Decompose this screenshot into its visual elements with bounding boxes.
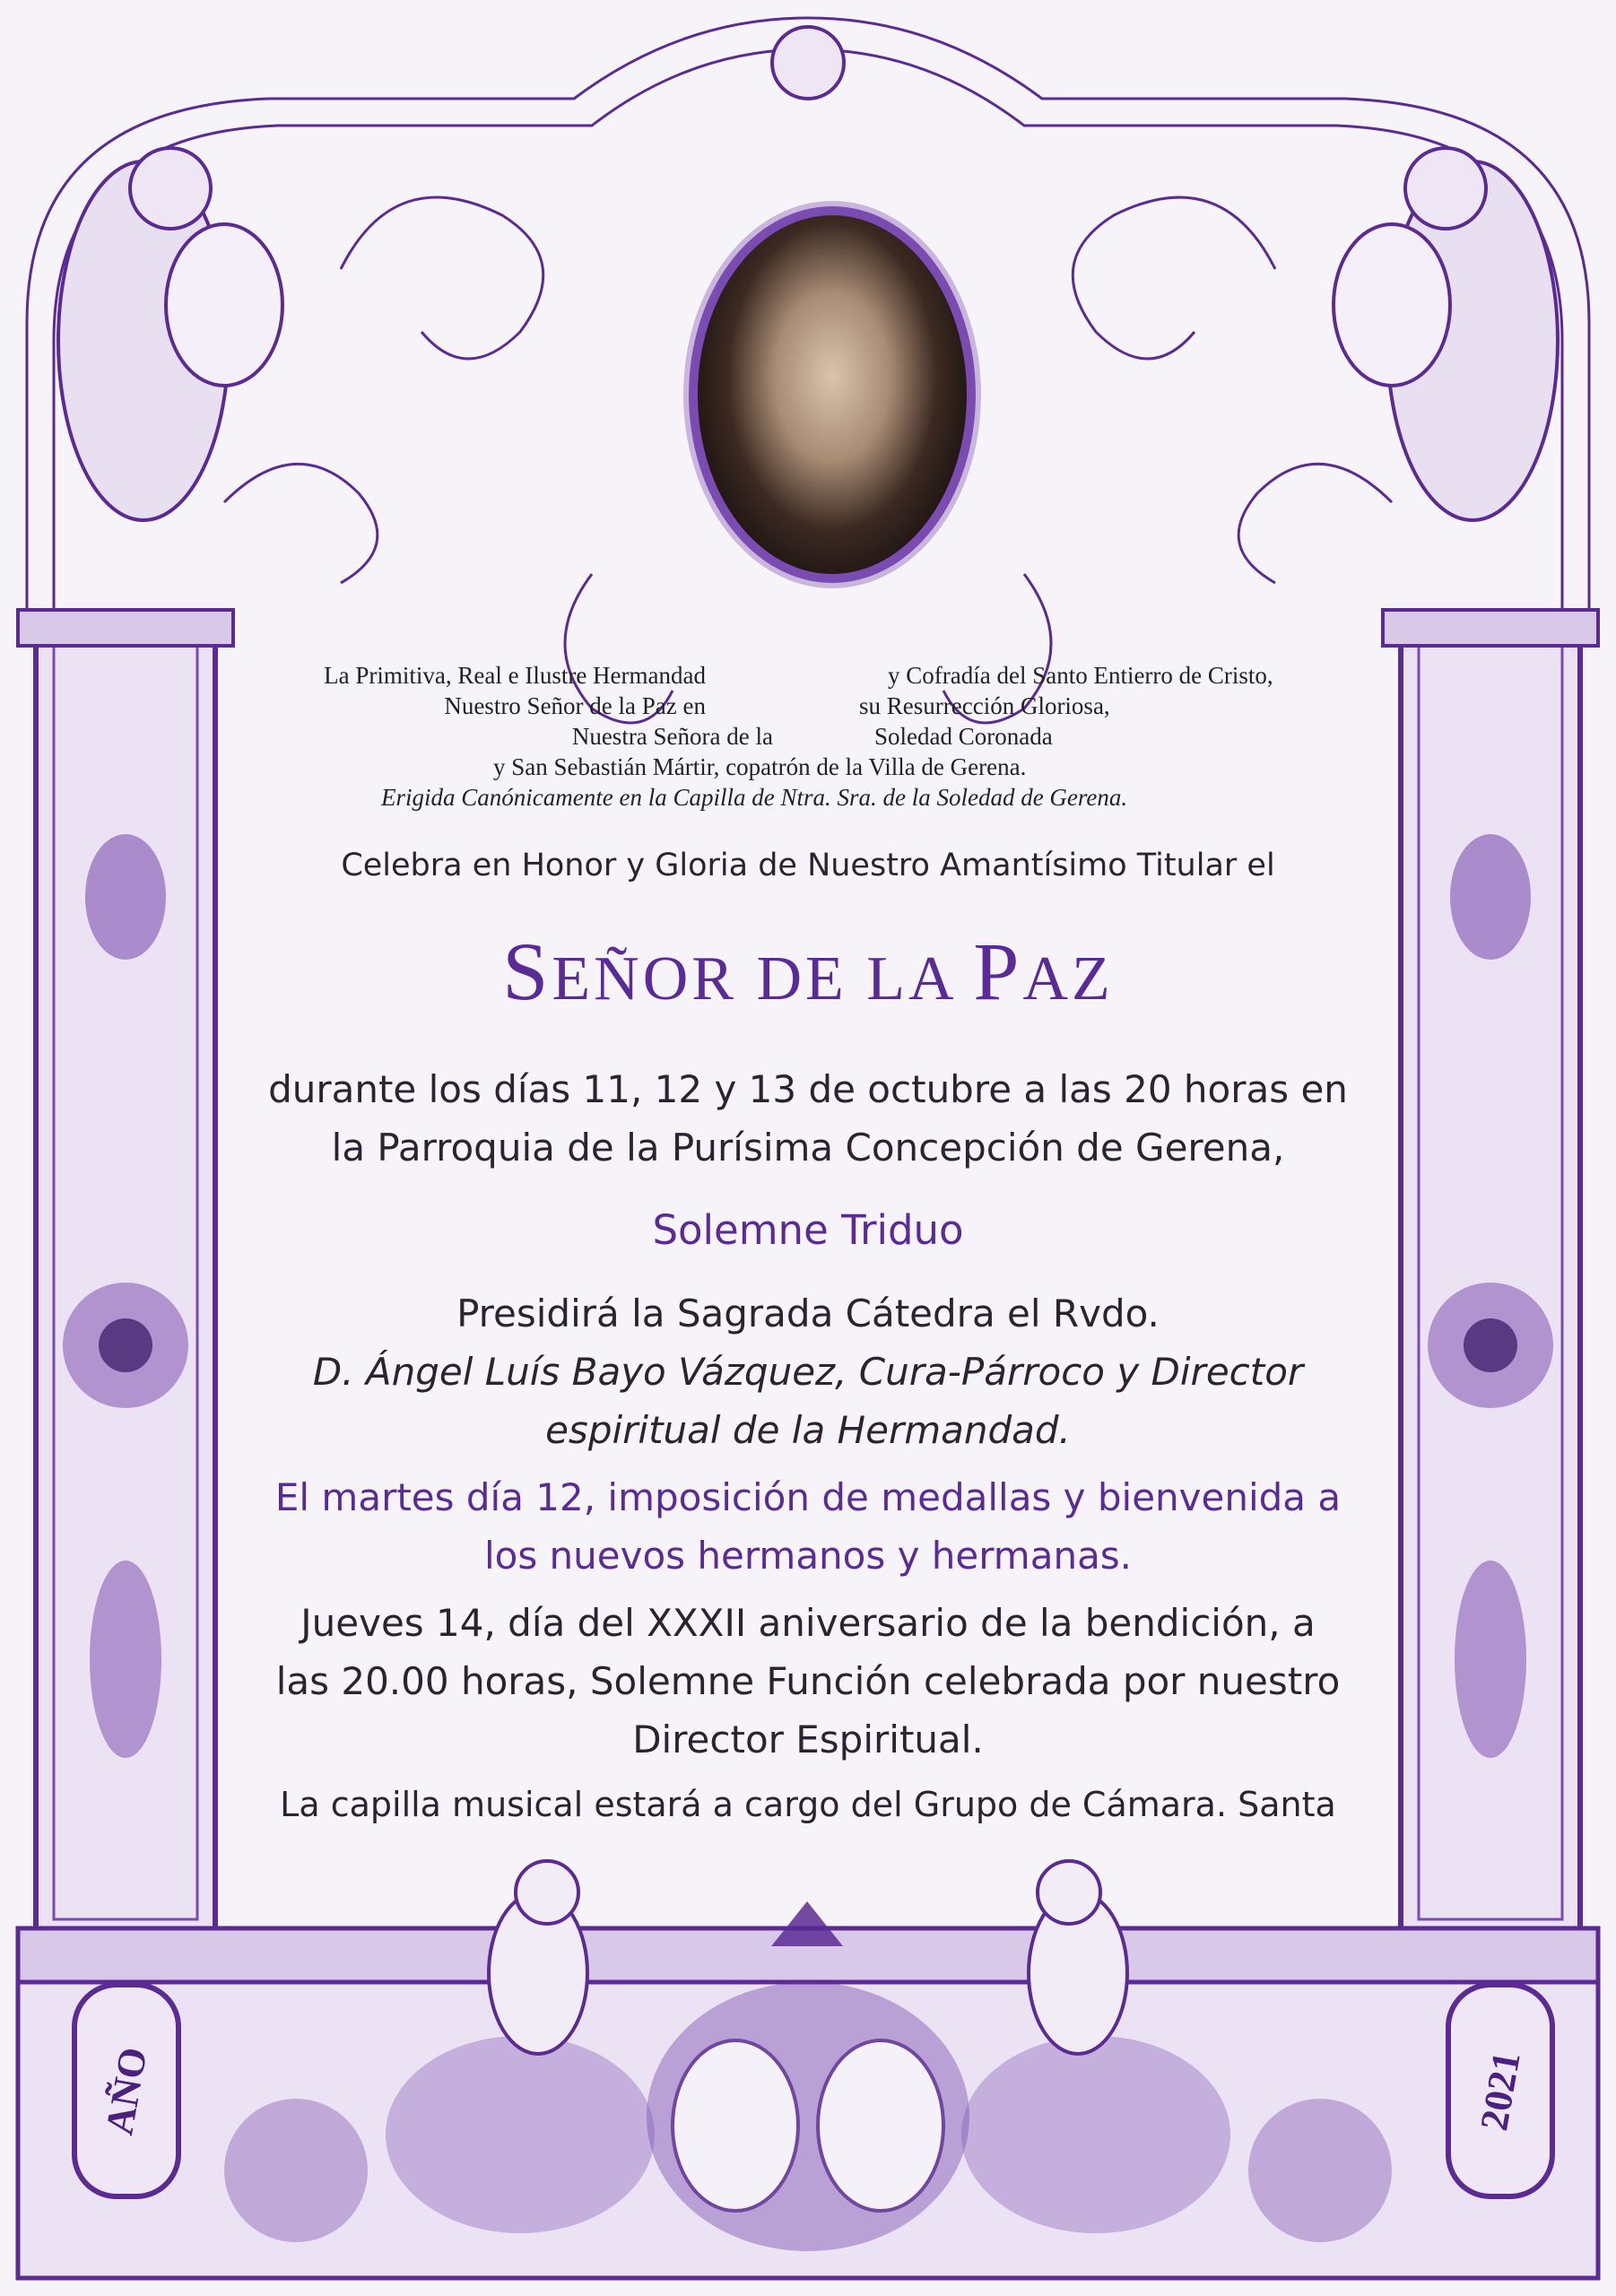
function-line3: Director Espiritual.	[632, 1718, 984, 1761]
year-label-panel	[72, 1982, 181, 2199]
title-de-la: DE LA	[736, 944, 974, 1013]
dates-line2: la Parroquia de la Purísima Concepción de Gerena,	[331, 1126, 1285, 1170]
title-az: AZ	[1022, 944, 1114, 1013]
year-value-panel	[1446, 1982, 1555, 2199]
header-line4: y San Sebastián Mártir, copatrón de la Villa de Gerena.	[493, 753, 1027, 780]
header-line5: Erigida Canónicamente en la Capilla de Ntra. Sra. de la Soledad de Gerena.	[381, 784, 1128, 811]
triduo-heading: Solemne Triduo	[652, 1206, 964, 1254]
header-line2-right: su Resurrección Gloriosa,	[859, 692, 1110, 719]
header-line1-left: La Primitiva, Real e Ilustre Hermandad	[324, 662, 706, 689]
header-line3-left: Nuestra Señora de la	[571, 723, 773, 750]
preacher-line2: D. Ángel Luís Bayo Vázquez, Cura-Párroco y Director	[312, 1350, 1304, 1394]
preacher-line3: espiritual de la Hermandad.	[545, 1408, 1071, 1452]
medals-line2: los nuevos hermanos y hermanas.	[483, 1534, 1133, 1578]
header-line2-left: Nuestro Señor de la Paz en	[444, 692, 706, 719]
year-label: AÑO	[97, 2043, 156, 2138]
function-line2: las 20.00 horas, Solemne Función celebrada por nuestro	[275, 1659, 1341, 1703]
year-value: 2021	[1472, 2048, 1529, 2134]
title-s: S	[502, 926, 552, 1017]
main-title	[0, 924, 1616, 1019]
christ-portrait-medallion	[689, 206, 976, 583]
music-line: La capilla musical estará a cargo del Grupo de Cámara. Santa	[280, 1785, 1336, 1824]
header-line3-right: Soledad Coronada	[874, 723, 1053, 750]
function-line1: Jueves 14, día del XXXII aniversario de la bendición, a	[300, 1601, 1316, 1645]
title-p: P	[973, 926, 1023, 1017]
dates-line1: durante los días 11, 12 y 13 de octubre a las 20 horas en	[268, 1067, 1348, 1111]
title-enor: EÑOR	[552, 944, 737, 1013]
medals-line1: El martes día 12, imposición de medallas y bienvenida a	[274, 1475, 1342, 1519]
intro-line: Celebra en Honor y Gloria de Nuestro Amantísimo Titular el	[341, 848, 1275, 883]
preacher-line1: Presidirá la Sagrada Cátedra el Rvdo.	[456, 1292, 1160, 1335]
header-line1-right: y Cofradía del Santo Entierro de Cristo,	[888, 662, 1273, 689]
